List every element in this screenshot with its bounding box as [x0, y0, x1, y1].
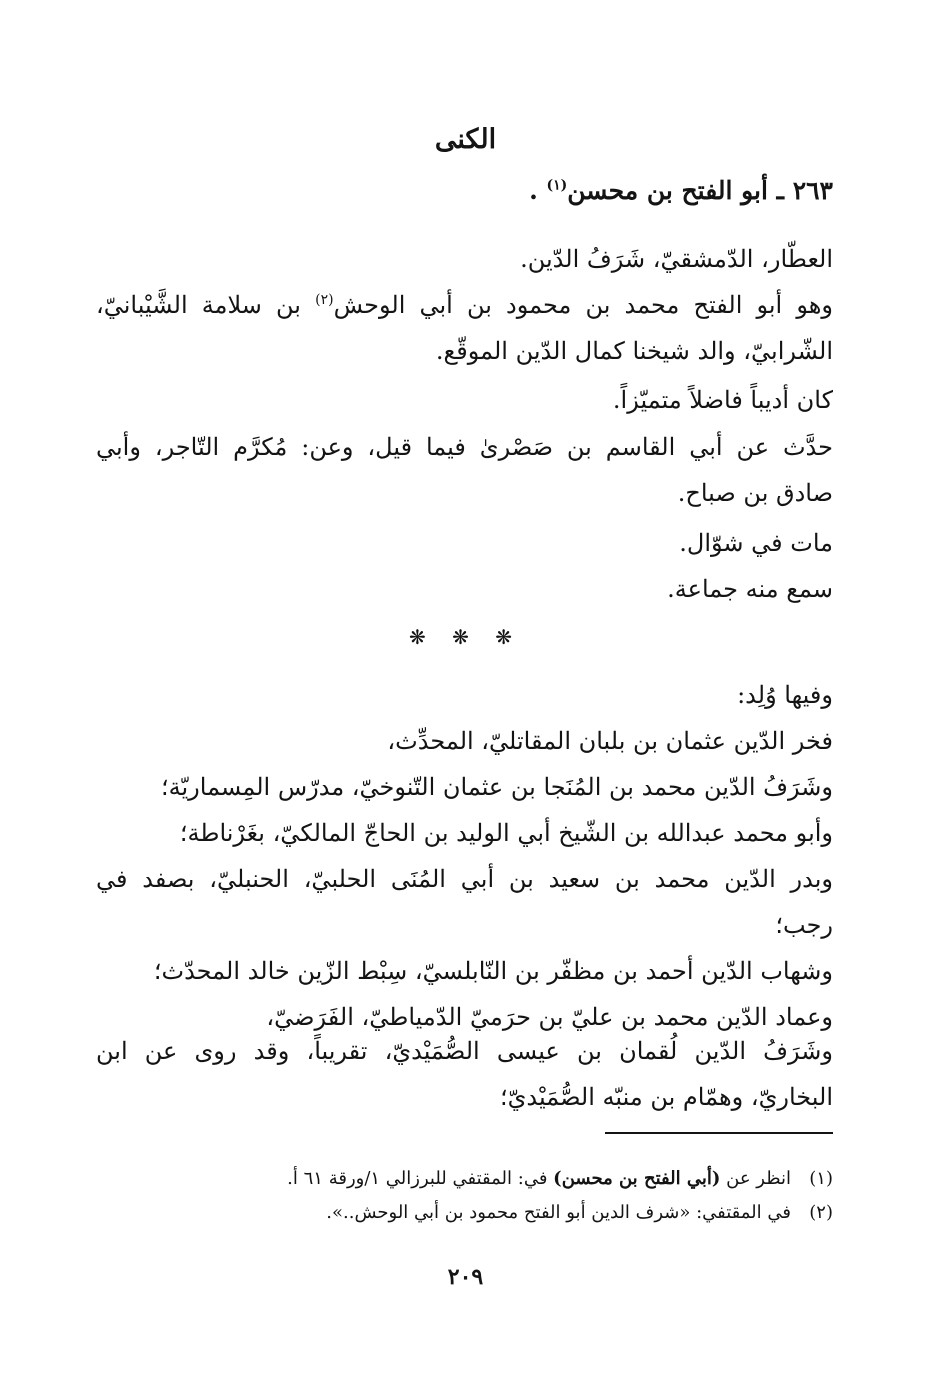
- footnote-2: (٢)في المقتفي: «شرف الدين أبو الفتح محمود بن أبي الوحش..».: [326, 1202, 833, 1223]
- paragraph-2: [96, 282, 833, 374]
- text-line: البخاريّ، وهمّام بن منبّه الصُّمَيْديّ؛: [499, 1083, 833, 1111]
- entry-end: .: [529, 176, 538, 205]
- text-line: وشهاب الدّين أحمد بن مظفّر بن النّابلسيّ، سِبْط الزّين خالد المحدّث؛: [153, 957, 833, 985]
- paragraph-5: [96, 520, 833, 612]
- text-line: كان أديباً فاضلاً متميّزاً.: [612, 386, 833, 414]
- text-line: حدَّث عن أبي القاسم بن صَصْرىٰ فيما قيل، وعن: مُكرَّم التّاجر، وأبي: [96, 433, 833, 461]
- text-line: رجب؛: [775, 911, 833, 939]
- footnotes: [96, 1162, 833, 1230]
- paragraph-3: [96, 377, 833, 423]
- text-line: مات في شوّال.: [679, 529, 833, 557]
- entry-name: أبو الفتح بن محسن: [567, 176, 768, 205]
- births-list: [96, 672, 833, 1040]
- paragraph-1: [96, 236, 833, 282]
- footnote-rule: [605, 1132, 833, 1134]
- text-line: فخر الدّين عثمان بن بلبان المقاتليّ، المحدِّث،: [387, 727, 833, 755]
- text-line: وبدر الدّين محمد بن سعيد بن أبي المُنَى الحلبيّ، الحنبليّ، بصفد في: [96, 865, 833, 893]
- paragraph-4: [96, 424, 833, 516]
- text-line: سمع منه جماعة.: [667, 575, 833, 603]
- text-line: وهو أبو الفتح محمد بن محمود بن أبي الوحش$^{(٢)}$ بن سلامة الشَّيْبانيّ،: [96, 291, 833, 319]
- text-line: وشَرَفُ الدّين لُقمان بن عيسى الصُّمَيْديّ، تقريباً، وقد روى عن ابن: [96, 1037, 833, 1065]
- births-list-cont: [96, 1028, 833, 1120]
- section-title: الكنى: [434, 124, 497, 155]
- text-line: وشَرَفُ الدّين محمد بن المُنَجا بن عثمان التّنوخيّ، مدرّس المِسماريّة؛: [160, 773, 833, 801]
- births-intro: وفيها وُلِد:: [737, 681, 833, 709]
- section-divider: ❋ ❋ ❋: [409, 625, 522, 649]
- footnote-ref-1: (١): [546, 177, 568, 194]
- footnote-ref-2: (٢): [315, 292, 334, 308]
- entry-heading: [96, 168, 833, 214]
- footnote-1: (١)انظر عن (أبي الفتح بن محسن) في: المقتفي للبرزالي ١/ورقة ٦١ أ.: [287, 1168, 833, 1189]
- page-number: ٢٠٩: [447, 1264, 484, 1290]
- text-line: العطّار، الدّمشقيّ، شَرَفُ الدّين.: [520, 245, 833, 273]
- entry-number: ٢٦٣ ـ: [776, 176, 833, 205]
- text-line: وعماد الدّين محمد بن عليّ بن حرَميّ الدّمياطيّ، الفَرَضيّ،: [266, 1003, 833, 1031]
- text-line: الشّرابيّ، والد شيخنا كمال الدّين الموقّع.: [435, 337, 833, 365]
- text-line: وأبو محمد عبدالله بن الشّيخ أبي الوليد بن الحاجّ المالكيّ، بغَرْناطة؛: [179, 819, 833, 847]
- text-line: صادق بن صباح.: [677, 479, 833, 507]
